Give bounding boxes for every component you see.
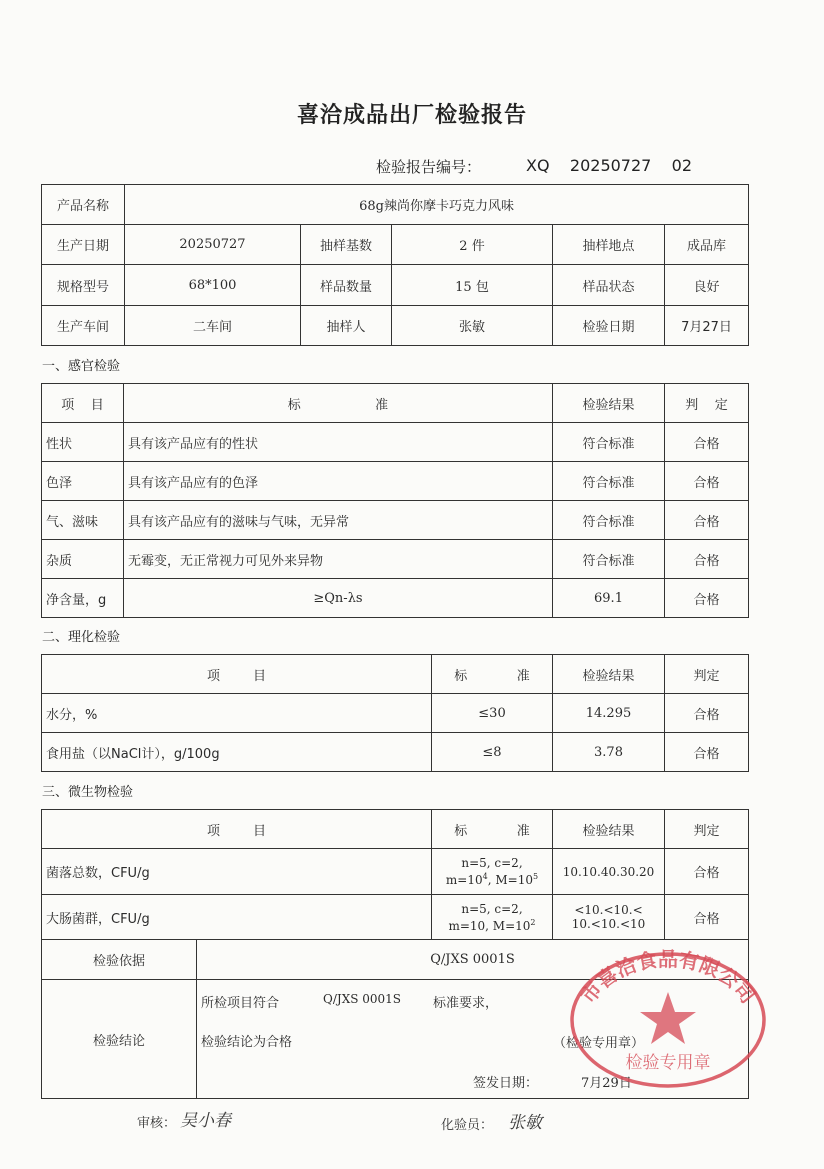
item-cell: 净含量，g (42, 579, 124, 618)
column-header: 判定 (665, 810, 749, 849)
issue-date: 7月29日 (581, 1076, 632, 1091)
section-heading-micro: 三、微生物检验 (42, 785, 134, 800)
judgement-cell: 合格 (665, 849, 749, 895)
column-header: 标 准 (432, 655, 553, 694)
table-header-row (42, 810, 749, 849)
info-value: 68*100 (125, 265, 301, 306)
judgement-cell: 合格 (665, 579, 749, 618)
sensory-table (41, 383, 749, 618)
result-line: <10.<10.< (574, 903, 643, 917)
standard-cell (432, 849, 553, 895)
standard-cell: 具有该产品应有的色泽 (124, 462, 553, 501)
standard-line: m=10, $M=10^2$ (448, 917, 536, 933)
info-label: 抽样基数 (301, 225, 392, 265)
column-header: 项 目 (42, 384, 124, 423)
standard-cell: 具有该产品应有的性状 (124, 423, 553, 462)
physchem-table (41, 654, 749, 772)
info-label: 规格型号 (42, 265, 125, 306)
info-label: 生产日期 (42, 225, 125, 265)
standard-cell: ≥Qn-λs (124, 579, 553, 618)
column-header: 标 准 (124, 384, 553, 423)
analyst-label: 化验员： (441, 1118, 494, 1133)
result-cell: 3.78 (553, 733, 665, 772)
item-cell: 性状 (42, 423, 124, 462)
seal-star-icon (640, 992, 696, 1044)
info-value: 2 件 (392, 225, 553, 265)
issue-date-label: 签发日期： (473, 1076, 539, 1091)
info-row (42, 225, 749, 265)
basis-value: Q/JXS 0001S (197, 940, 749, 980)
table-row (42, 733, 749, 772)
table-row (42, 501, 749, 540)
item-cell: 气、滋味 (42, 501, 124, 540)
column-header: 项 目 (42, 655, 432, 694)
column-header: 标 准 (432, 810, 553, 849)
seal-arc-text: 市喜洽食品有限公司 (575, 947, 761, 1008)
standard-cell: ≤8 (432, 733, 553, 772)
column-header: 检验结果 (553, 384, 665, 423)
item-cell: 大肠菌群，CFU/g (42, 895, 432, 940)
column-header: 检验结果 (553, 655, 665, 694)
report-number-value: XQ 20250727 02 (526, 156, 693, 175)
standard-line: $m=10^4$, $M=10^5$ (445, 872, 539, 887)
result-cell (553, 895, 665, 940)
report-number-label: 检验报告编号： (376, 158, 482, 176)
analyst-signature: 张敏 (508, 1113, 542, 1133)
reviewer-signature: 吴小春 (180, 1111, 231, 1131)
info-label: 生产车间 (42, 306, 125, 346)
section-heading-physchem: 二、理化检验 (42, 630, 121, 645)
conclusion-result: 检验结论为合格 (201, 1035, 293, 1050)
product-name-label: 产品名称 (42, 185, 125, 225)
conclusion-standard: Q/JXS 0001S (323, 992, 402, 1006)
table-header-row (42, 655, 749, 694)
column-header: 判定 (665, 655, 749, 694)
result-cell: 符合标准 (553, 423, 665, 462)
info-label: 样品数量 (301, 265, 392, 306)
info-value: 良好 (665, 265, 749, 306)
judgement-cell: 合格 (665, 895, 749, 940)
standard-cell: 无霉变，无正常视力可见外来异物 (124, 540, 553, 579)
report-number (376, 156, 693, 177)
result-cell: 符合标准 (553, 462, 665, 501)
item-cell: 杂质 (42, 540, 124, 579)
judgement-cell: 合格 (665, 462, 749, 501)
conclusion-text-c: 标准要求， (433, 996, 499, 1011)
table-row (42, 462, 749, 501)
info-row (42, 306, 749, 346)
item-cell: 水分，% (42, 694, 432, 733)
info-label: 抽样人 (301, 306, 392, 346)
table-row (42, 579, 749, 618)
standard-cell: 具有该产品应有的滋味与气味，无异常 (124, 501, 553, 540)
table-row (42, 849, 749, 895)
info-value: 15 包 (392, 265, 553, 306)
reviewer-label: 审核： (137, 1116, 177, 1131)
item-cell: 食用盐（以NaCl计），g/100g (42, 733, 432, 772)
info-value: 20250727 (125, 225, 301, 265)
conclusion-text-a: 所检项目符合 (201, 996, 280, 1011)
result-line: 10.<10.<10 (571, 917, 646, 931)
table-row (42, 423, 749, 462)
judgement-cell: 合格 (665, 733, 749, 772)
info-label: 抽样地点 (553, 225, 665, 265)
table-row (42, 540, 749, 579)
stamp-note: （检验专用章） (553, 1036, 645, 1051)
item-cell: 菌落总数，CFU/g (42, 849, 432, 895)
report-title: 喜洽成品出厂检验报告 (296, 103, 527, 128)
result-cell: 符合标准 (553, 501, 665, 540)
column-header: 检验结果 (553, 810, 665, 849)
result-cell: 10.10.40.30.20 (553, 849, 665, 895)
standard-cell: ≤30 (432, 694, 553, 733)
judgement-cell: 合格 (665, 540, 749, 579)
conclusion-label: 检验结论 (42, 980, 197, 1099)
judgement-cell: 合格 (665, 501, 749, 540)
standard-cell (432, 895, 553, 940)
seal-bottom-text: 检验专用章 (625, 1053, 711, 1073)
item-cell: 色泽 (42, 462, 124, 501)
judgement-cell: 合格 (665, 694, 749, 733)
standard-line: n=5, c=2, (461, 856, 523, 870)
info-row (42, 265, 749, 306)
result-cell: 符合标准 (553, 540, 665, 579)
column-header: 项 目 (42, 810, 432, 849)
column-header: 判 定 (665, 384, 749, 423)
info-label: 检验日期 (553, 306, 665, 346)
info-value: 张敏 (392, 306, 553, 346)
info-value: 成品库 (665, 225, 749, 265)
table-header-row (42, 384, 749, 423)
product-info-table (41, 184, 749, 346)
judgement-cell: 合格 (665, 423, 749, 462)
result-cell: 69.1 (553, 579, 665, 618)
company-seal-stamp (562, 940, 772, 1090)
result-cell: 14.295 (553, 694, 665, 733)
info-label: 样品状态 (553, 265, 665, 306)
info-value: 7月27日 (665, 306, 749, 346)
section-heading-sensory: 一、感官检验 (42, 359, 121, 374)
product-name: 68g辣尚你摩卡巧克力风味 (125, 185, 749, 225)
basis-label: 检验依据 (42, 940, 197, 980)
table-row (42, 895, 749, 940)
info-value: 二车间 (125, 306, 301, 346)
table-row (42, 694, 749, 733)
standard-line: n=5, c=2, (461, 901, 523, 916)
